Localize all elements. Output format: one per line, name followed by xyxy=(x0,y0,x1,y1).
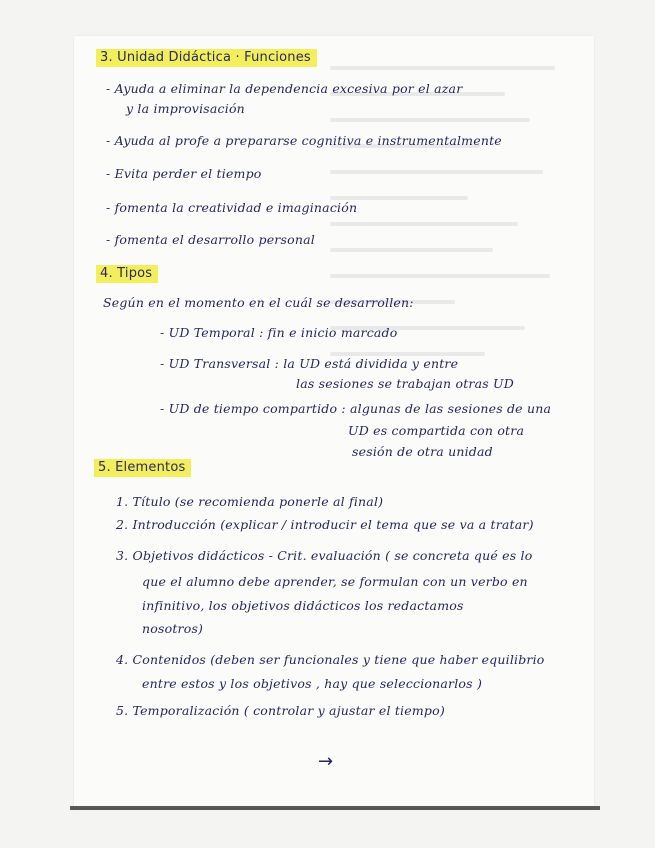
section-4-item-1: - UD Temporal : fin e inicio marcado xyxy=(160,325,398,340)
section-4-item-3: - UD de tiempo compartido : algunas de las sesiones de una xyxy=(160,401,552,416)
section-4-item-2: - UD Transversal : la UD está dividida y entre xyxy=(160,356,459,371)
section-4-item-3-cont2: sesión de otra unidad xyxy=(352,444,493,459)
section-4-heading-text: 4. Tipos xyxy=(96,265,158,283)
section-4-item-2-cont: las sesiones se trabajan otras UD xyxy=(296,376,514,391)
section-3-heading xyxy=(96,50,317,65)
section-5-item-3-cont3: nosotros) xyxy=(142,621,204,636)
section-3-item-3: - Evita perder el tiempo xyxy=(106,166,262,181)
section-5-item-5: 5. Temporalización ( controlar y ajustar el tiempo) xyxy=(116,703,445,718)
section-3-item-5: - fomenta el desarrollo personal xyxy=(106,232,315,247)
section-3-item-1-cont: y la improvisación xyxy=(126,101,245,116)
section-5-item-4-cont: entre estos y los objetivos , hay que seleccionarlos ) xyxy=(142,676,483,691)
section-4-heading xyxy=(96,266,158,281)
notebook-page xyxy=(74,36,594,808)
section-5-item-3-cont2: infinitivo, los objetivos didácticos los redactamos xyxy=(142,598,464,613)
section-4-intro: Según en el momento en el cuál se desarrollen: xyxy=(103,295,414,310)
section-3-item-4: - fomenta la creatividad e imaginación xyxy=(106,200,358,215)
section-3-item-2: - Ayuda al profe a prepararse cognitiva e instrumentalmente xyxy=(106,133,502,148)
section-5-item-3-cont1: que el alumno debe aprender, se formulan con un verbo en xyxy=(142,574,528,589)
section-5-heading-text: 5. Elementos xyxy=(94,459,191,477)
section-3-heading-text: 3. Unidad Didáctica · Funciones xyxy=(96,49,317,67)
section-5-heading xyxy=(94,460,191,475)
section-4-item-3-cont1: UD es compartida con otra xyxy=(348,423,525,438)
continue-arrow-icon: → xyxy=(318,751,334,772)
section-5-item-2: 2. Introducción (explicar / introducir el tema que se va a tratar) xyxy=(116,517,534,532)
section-5-item-4: 4. Contenidos (deben ser funcionales y tiene que haber equilibrio xyxy=(116,652,545,667)
page-bottom-edge xyxy=(70,806,600,810)
section-3-item-1: - Ayuda a eliminar la dependencia excesiva por el azar xyxy=(106,81,463,96)
section-5-item-3: 3. Objetivos didácticos - Crit. evaluación ( se concreta qué es lo xyxy=(116,548,533,563)
section-5-item-1: 1. Título (se recomienda ponerle al final) xyxy=(116,494,384,509)
